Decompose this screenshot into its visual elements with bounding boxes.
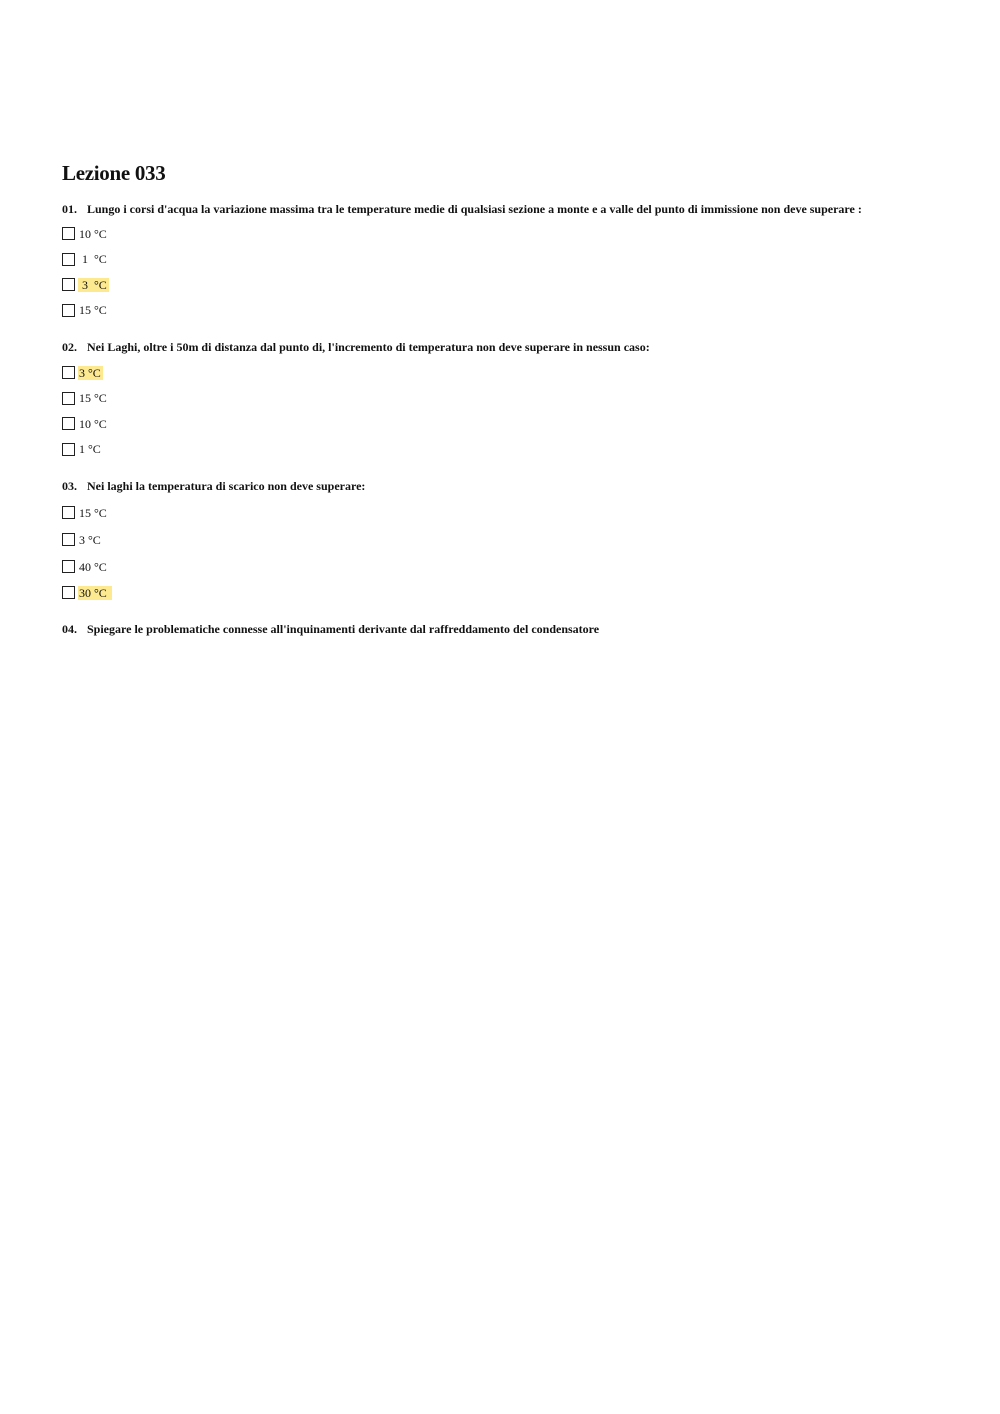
checkbox[interactable] [62, 586, 75, 599]
question-body: Nei Laghi, oltre i 50m di distanza dal punto di, l'incremento di temperatura non deve superare in nessun caso: [87, 340, 650, 354]
answer-option[interactable] [62, 298, 962, 324]
question-01 [62, 201, 962, 323]
answer-label: 15 °C [79, 391, 107, 406]
answer-option[interactable] [62, 272, 962, 298]
question-04 [62, 621, 962, 637]
lesson-title: Lezione 033 [62, 161, 166, 185]
answer-label: 40 °C [79, 559, 107, 574]
checkbox[interactable] [62, 278, 75, 291]
answer-option[interactable] [62, 526, 962, 553]
question-text [62, 201, 962, 217]
checkbox[interactable] [62, 506, 75, 519]
question-02 [62, 339, 962, 462]
answer-option[interactable] [62, 221, 962, 247]
question-body: Spiegare le problematiche connesse all'inquinamenti derivante dal raffreddamento del condensatore [87, 622, 600, 636]
answer-option[interactable] [62, 580, 962, 605]
answer-option[interactable] [62, 499, 962, 526]
checkbox[interactable] [62, 443, 75, 456]
lesson-page [62, 160, 962, 637]
answer-option[interactable] [62, 247, 962, 273]
checkbox[interactable] [62, 227, 75, 240]
answer-label-highlighted: 3 °C [79, 365, 101, 380]
checkbox[interactable] [62, 560, 75, 573]
checkbox[interactable] [62, 392, 75, 405]
checkbox[interactable] [62, 253, 75, 266]
question-number: 04. [62, 622, 77, 636]
checkbox[interactable] [62, 417, 75, 430]
answer-option[interactable] [62, 360, 962, 386]
answer-option[interactable] [62, 386, 962, 412]
answer-label: 15 °C [79, 303, 107, 318]
answer-label: 10 °C [79, 416, 107, 431]
question-number: 02. [62, 340, 77, 354]
question-number: 01. [62, 202, 77, 216]
checkbox[interactable] [62, 533, 75, 546]
answer-list [62, 360, 962, 462]
answer-label: 1 °C [79, 442, 101, 457]
question-text [62, 621, 962, 637]
answer-label-highlighted: 3 °C [79, 277, 107, 292]
answer-label-highlighted: 30 °C [79, 585, 110, 600]
answer-list [62, 499, 962, 605]
question-text [62, 339, 962, 355]
answer-label: 1 °C [79, 252, 107, 267]
answer-label: 10 °C [79, 226, 107, 241]
answer-option[interactable] [62, 553, 962, 580]
question-text [62, 478, 962, 494]
question-03 [62, 478, 962, 605]
question-number: 03. [62, 479, 77, 493]
answer-label: 3 °C [79, 532, 101, 547]
answer-list [62, 221, 962, 323]
checkbox[interactable] [62, 366, 75, 379]
answer-option[interactable] [62, 411, 962, 437]
question-body: Nei laghi la temperatura di scarico non deve superare: [87, 479, 366, 493]
answer-label: 15 °C [79, 505, 107, 520]
answer-option[interactable] [62, 437, 962, 463]
question-body: Lungo i corsi d'acqua la variazione massima tra le temperature medie di qualsiasi sezione a monte e a valle del punto di immissione non deve superare : [87, 202, 862, 216]
checkbox[interactable] [62, 304, 75, 317]
